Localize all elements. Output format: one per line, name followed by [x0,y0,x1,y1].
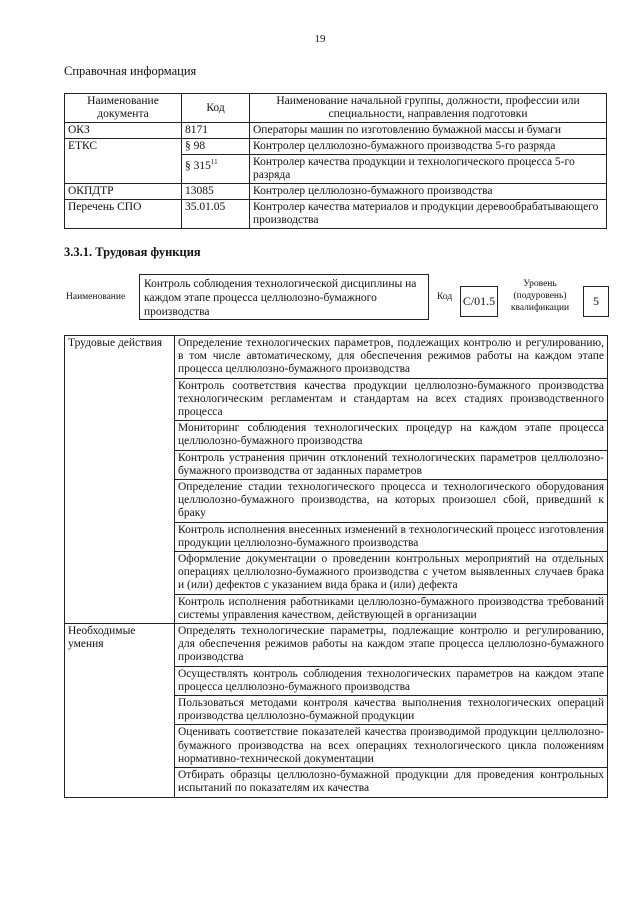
doc-cell: ОКЗ [65,123,182,139]
table-row [65,123,607,139]
labor-action-item: Контроль устранения причин отклонений технологических параметров целлюлозно-бумажного производства от заданных параметров [175,450,608,479]
table-row [65,336,608,379]
labor-action-item: Контроль исполнения внесенных изменений в технологический процесс изготовления продукции целлюлозно-бумажного производства [175,522,608,551]
labor-function-header [64,274,609,320]
function-name-label: Наименование [66,292,126,302]
name-cell: Операторы машин по изготовлению бумажной массы и бумаги [250,123,607,139]
doc-cell: ЕТКС [65,139,182,184]
header-name: Наименование начальной группы, должности, профессии или специальности, направления подготовки [250,94,607,123]
code-cell [182,155,250,184]
skill-item: Определять технологические параметры, подлежащие контролю и регулированию, для обеспечения режимов работы на каждом этапе процесса целлюлозно-бумажного производства [175,624,608,667]
name-cell: Контролер качества материалов и продукции деревообрабатывающего производства [250,200,607,229]
function-code-value: C/01.5 [460,286,498,317]
header-code: Код [182,94,250,123]
page-number: 19 [314,33,326,45]
skills-label: Необходимые умения [65,624,175,797]
labor-action-item: Контроль исполнения работниками целлюлозно-бумажного производства требований системы управления качеством, действующей в организации [175,594,608,623]
labor-action-item: Мониторинг соблюдения технологических процедур на каждом этапе процесса целлюлозно-бумажного производства [175,421,608,450]
function-code-label: Код [437,292,453,302]
skill-item: Пользоваться методами контроля качества выполнения технологических операций производства целлюлозно-бумажной продукции [175,696,608,725]
labor-function-title: 3.3.1. Трудовая функция [64,245,201,259]
labor-action-item: Контроль соответствия качества продукции целлюлозно-бумажного производства технологическим регламентам и стандартам на всех стадиях производственного процесса [175,378,608,421]
table-row [65,139,607,155]
table-row [65,200,607,229]
code-text: § 315 [185,159,211,172]
reference-section-title: Справочная информация [64,64,197,78]
labor-actions-label: Трудовые действия [65,336,175,624]
reference-table [64,93,607,229]
labor-action-item: Оформление документации о проведении контрольных мероприятий на отдельных операциях целлюлозно-бумажного производства с учетом выявленных случаев брака и (или) дефектов с указанием вида брака и (или) дефекта [175,552,608,595]
function-name-value: Контроль соблюдения технологической дисциплины на каждом этапе процесса целлюлозно-бумажного производства [139,274,429,320]
skill-item: Оценивать соответствие показателей качества производимой продукции целлюлозно-бумажного производства на всех операциях технологического цикла положениям нормативно-технической документации [175,725,608,768]
qualification-level-value: 5 [583,286,609,317]
labor-action-item: Определение стадии технологического процесса и технологического оборудования целлюлозно-бумажного производства, на которых произошел сбой, приведший к браку [175,480,608,523]
name-cell: Контролер целлюлозно-бумажного производства [250,184,607,200]
name-cell: Контролер качества продукции и технологического процесса 5-го разряда [250,155,607,184]
table-row [65,624,608,667]
table-row [65,184,607,200]
code-cell: 35.01.05 [182,200,250,229]
header-document: Наименование документа [65,94,182,123]
code-cell: 13085 [182,184,250,200]
reference-header-row [65,94,607,123]
code-footnote: 11 [210,158,218,166]
labor-action-item: Определение технологических параметров, подлежащих контролю и регулированию, в том числе автоматическому, для обеспечения режимов работы на каждом этапе процесса целлюлозно-бумажного производства [175,336,608,379]
doc-cell: ОКПДТР [65,184,182,200]
skill-item: Отбирать образцы целлюлозно-бумажной продукции для проведения контрольных испытаний по показателям их качества [175,768,608,797]
name-cell: Контролер целлюлозно-бумажного производства 5-го разряда [250,139,607,155]
skill-item: Осуществлять контроль соблюдения технологических параметров на каждом этапе процесса целлюлозно-бумажного производства [175,666,608,695]
code-cell: 8171 [182,123,250,139]
labor-actions-table [64,335,608,798]
doc-cell: Перечень СПО [65,200,182,229]
code-cell: § 98 [182,139,250,155]
qualification-level-label: Уровень (подуровень) квалификации [510,279,570,313]
